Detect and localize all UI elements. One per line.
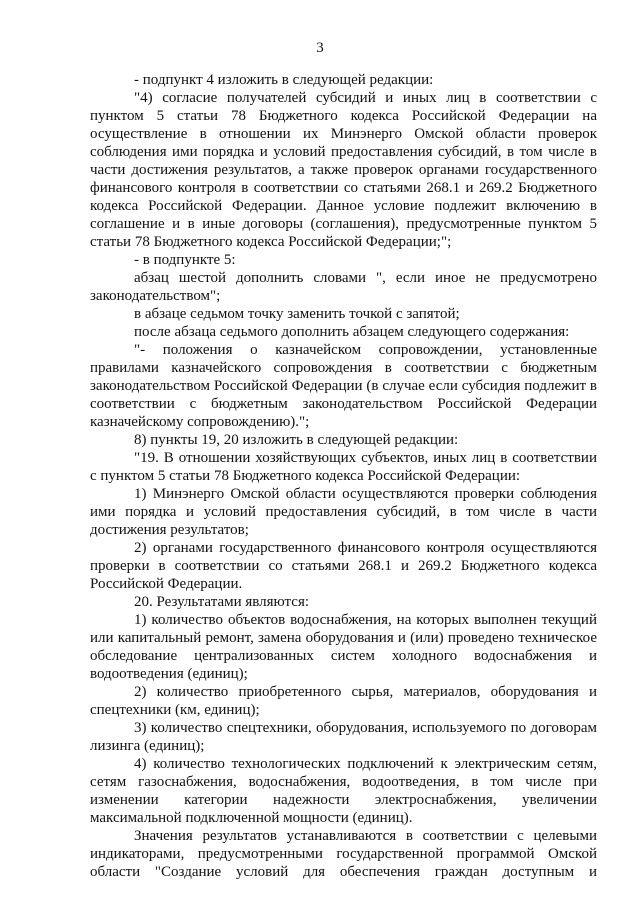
page-number: 3 — [316, 40, 324, 56]
paragraph-point-20: 20. Результатами являются: — [134, 593, 310, 610]
paragraph-result-4: 4) количество технологических подключений к электрическим сетям, сетям газоснабжения, водоснабжения, водоотведения, в том числе при изменении категории надежности электроснабжения, увеличении максимальной подключенной мощности (единиц). — [90, 755, 597, 826]
paragraph-abzac-6: абзац шестой дополнить словами ", если иное не предусмотрено законодательством"; — [90, 269, 597, 304]
paragraph-treasury-support: "- положения о казначейском сопровождении, установленные правилами казначейского сопровождения в соответствии с бюджетным законодательством Российской Федерации (в случае если субсидия подлежит в соответствии с бюджетным законодательством Российской Федерации казначейскому сопровождению)."; — [90, 341, 597, 430]
paragraph-point-19-1: 1) Минэнерго Омской области осуществляются проверки соблюдения ими порядка и условий предоставления субсидий, в том числе в части достижения результатов; — [90, 485, 597, 538]
paragraph-item-8: 8) пункты 19, 20 изложить в следующей редакции: — [134, 431, 459, 448]
paragraph-subitem-5-intro: - в подпункте 5: — [134, 251, 236, 268]
paragraph-result-2: 2) количество приобретенного сырья, материалов, оборудования и спецтехники (км, единиц); — [90, 683, 597, 718]
paragraph-subitem-4-intro: - подпункт 4 изложить в следующей редакции: — [134, 71, 434, 88]
paragraph-point-19-2: 2) органами государственного финансового контроля осуществляются проверки в соответствии со статьями 268.1 и 269.2 Бюджетного кодекса Российской Федерации. — [90, 539, 597, 592]
paragraph-subitem-4-text: "4) согласие получателей субсидий и иных лиц в соответствии с пунктом 5 статьи 78 Бюджетного кодекса Российской Федерации на осуществление в отношении их Минэнерго Омской области проверок соблюдения ими порядка и условий предоставления субсидий, в том числе в части достижения результатов, а также проверок органами государственного финансового контроля в соответствии со статьями 268.1 и 269.2 Бюджетного кодекса Российской Федерации. Данное условие подлежит включению в соглашение и в иные договоры (соглашения), предусмотренные пунктом 5 статьи 78 Бюджетного кодекса Российской Федерации;"; — [90, 89, 597, 250]
document-body — [90, 71, 597, 881]
paragraph-result-1: 1) количество объектов водоснабжения, на которых выполнен текущий или капитальный ремонт, замена оборудования и (или) проведено техническое обследование централизованных систем холодного водоснабжения и водоотведения (единиц); — [90, 611, 597, 682]
paragraph-point-19: "19. В отношении хозяйствующих субъектов, иных лиц в соответствии с пунктом 5 статьи 78 Бюджетного кодекса Российской Федерации: — [90, 449, 597, 484]
paragraph-result-values: Значения результатов устанавливаются в соответствии с целевыми индикаторами, предусмотренными государственной программой Омской области "Создание условий для обеспечения граждан доступным и — [90, 827, 597, 880]
paragraph-result-3: 3) количество спецтехники, оборудования, используемого по договорам лизинга (единиц); — [90, 719, 597, 754]
paragraph-after-abzac-7: после абзаца седьмого дополнить абзацем следующего содержания: — [134, 323, 570, 340]
paragraph-abzac-7: в абзаце седьмом точку заменить точкой с запятой; — [134, 305, 460, 322]
